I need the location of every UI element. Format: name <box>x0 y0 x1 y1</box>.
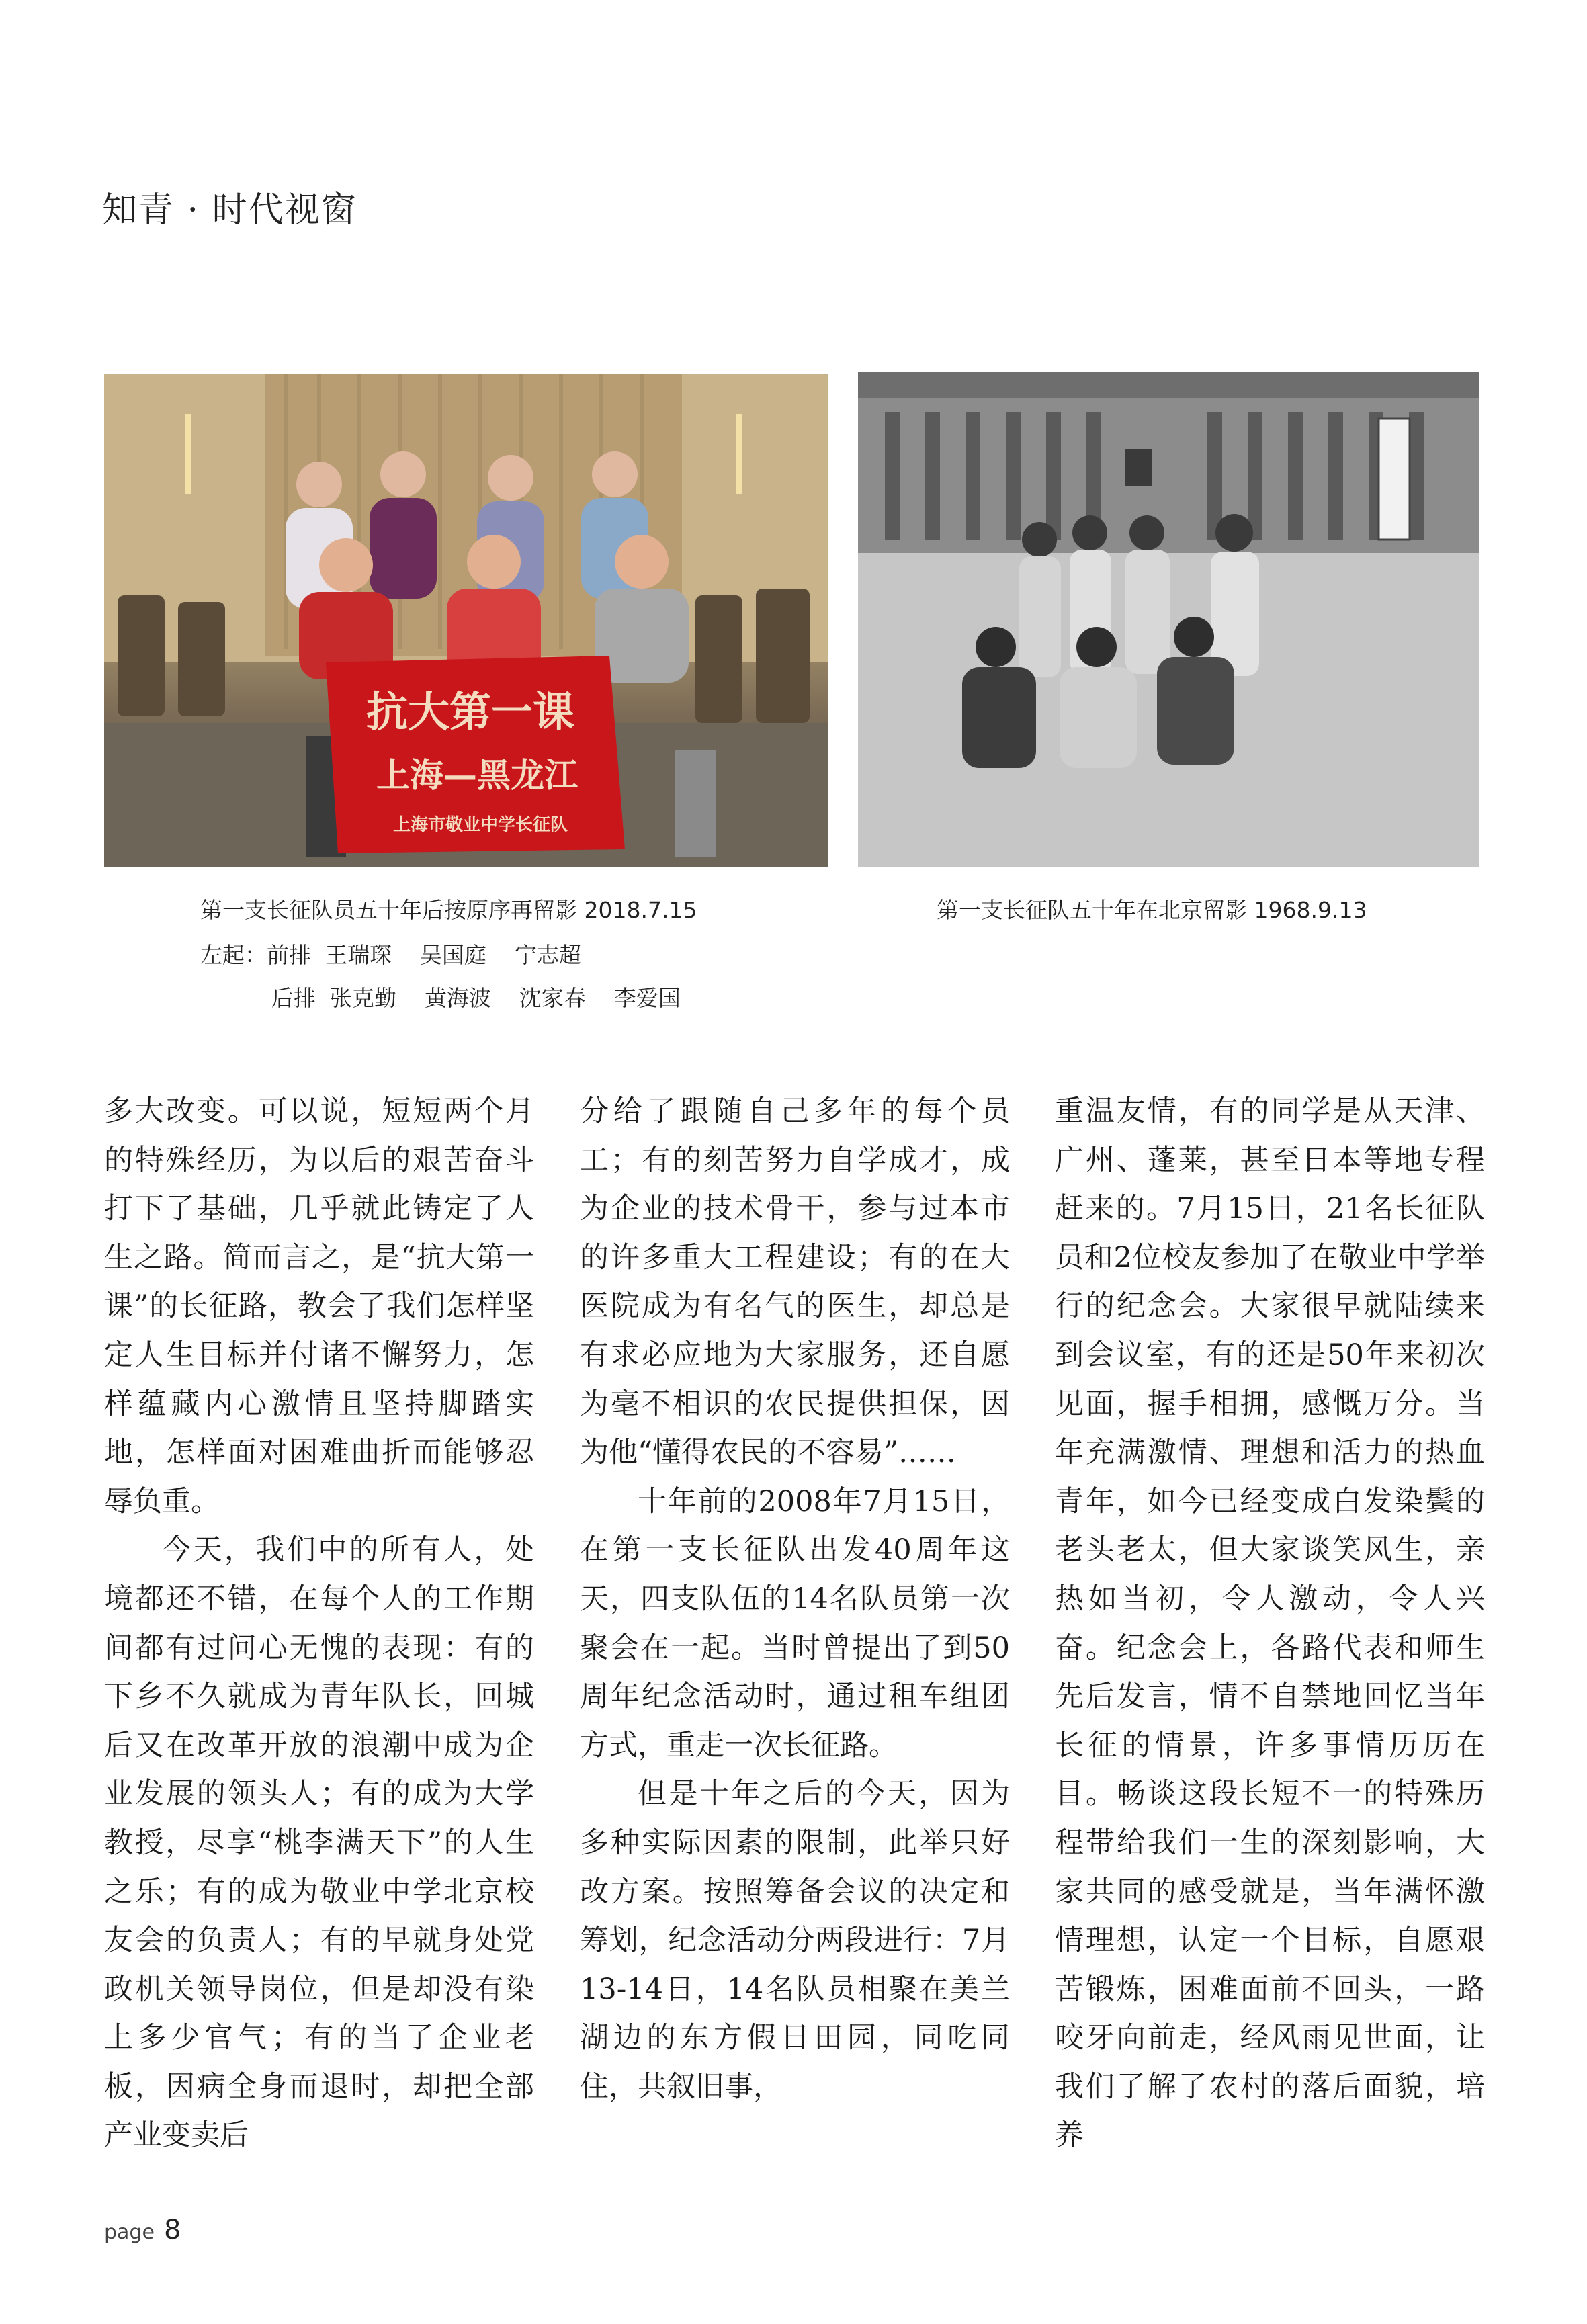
article-column-3 <box>1055 1087 1485 2160</box>
left-photo-caption: 第一支长征队员五十年后按原序再留影 2018.7.15 <box>200 897 697 923</box>
section-header: 知青 · 时代视窗 <box>102 190 357 230</box>
article-column-2 <box>580 1087 1010 2111</box>
page-label: page <box>104 2221 155 2244</box>
paragraph: 十年前的2008年7月15日，在第一支长征队出发40周年这天，四支队伍的14名队员第一次聚会在一起。当时曾提出了到50周年纪念活动时，通过租车组团方式，重走一次长征路。 <box>580 1484 1010 1762</box>
article-column-1 <box>104 1087 534 2160</box>
banner-line3: 上海市敬业中学长征队 <box>392 815 568 835</box>
banner-line2: 上海—黑龙江 <box>376 756 578 795</box>
banner-line1: 抗大第一课 <box>366 687 575 736</box>
reunion-group-photo <box>104 374 828 867</box>
left-photo-caption-back-row: 后排 张克勤 黄海波 沈家春 李爱国 <box>271 985 681 1011</box>
paragraph: 多大改变。可以说，短短两个月的特殊经历，为以后的艰苦奋斗打下了基础，几乎就此铸定了人生之路。简而言之，是“抗大第一课”的长征路，教会了我们怎样坚定人生目标并付诸不懈努力，怎样蕴藏内心激情且坚持脚踏实地，怎样面对困难曲折而能够忍辱负重。 <box>104 1094 534 1518</box>
paragraph: 但是十年之后的今天，因为多种实际因素的限制，此举只好改方案。按照筹备会议的决定和筹划，纪念活动分两段进行：7月13-14日，14名队员相聚在美兰湖边的东方假日田园，同吃同住，共叙旧事， <box>580 1777 1010 2104</box>
right-photo-caption: 第一支长征队五十年在北京留影 1968.9.13 <box>937 897 1367 923</box>
page-footer <box>104 2214 181 2245</box>
beijing-1968-photo <box>858 372 1479 867</box>
paragraph: 重温友情，有的同学是从天津、广州、蓬莱，甚至日本等地专程赶来的。7月15日，21名长征队员和2位校友参加了在敬业中学举行的纪念会。大家很早就陆续来到会议室，有的还是50年来初次见面，握手相拥，感慨万分。当年充满激情、理想和活力的热血青年，如今已经变成白发染鬓的老头老太，但大家谈笑风生，亲热如当初，令人激动，令人兴奋。纪念会上，各路代表和师生先后发言，情不自禁地回忆当年长征的情景，许多事情历历在目。畅谈这段长短不一的特殊历程带给我们一生的深刻影响，大家共同的感受就是，当年满怀激情理想，认定一个目标，自愿艰苦锻炼，困难面前不回头，一路咬牙向前走，经风雨见世面，让我们了解了农村的落后面貌，培养 <box>1055 1094 1485 2153</box>
beijing-photo-illustration <box>858 372 1479 867</box>
left-photo-caption-front-row: 左起：前排 王瑞琛 吴国庭 宁志超 <box>200 942 581 968</box>
reunion-photo-illustration <box>104 374 828 867</box>
paragraph: 今天，我们中的所有人，处境都还不错，在每个人的工作期间都有过问心无愧的表现：有的下乡不久就成为青年队长，回城后又在改革开放的浪潮中成为企业发展的领头人；有的成为大学教授，尽享“桃李满天下”的人生之乐；有的成为敬业中学北京校友会的负责人；有的早就身处党政机关领导岗位，但是却没有染上多少官气；有的当了企业老板，因病全身而退时，却把全部产业变卖后 <box>104 1533 534 2153</box>
page-number: 8 <box>163 2214 181 2245</box>
paragraph: 分给了跟随自己多年的每个员工；有的刻苦努力自学成才，成为企业的技术骨干，参与过本市的许多重大工程建设；有的在大医院成为有名气的医生，却总是有求必应地为大家服务，还自愿为毫不相识的农民提供担保，因为他“懂得农民的不容易”…… <box>580 1094 1010 1470</box>
